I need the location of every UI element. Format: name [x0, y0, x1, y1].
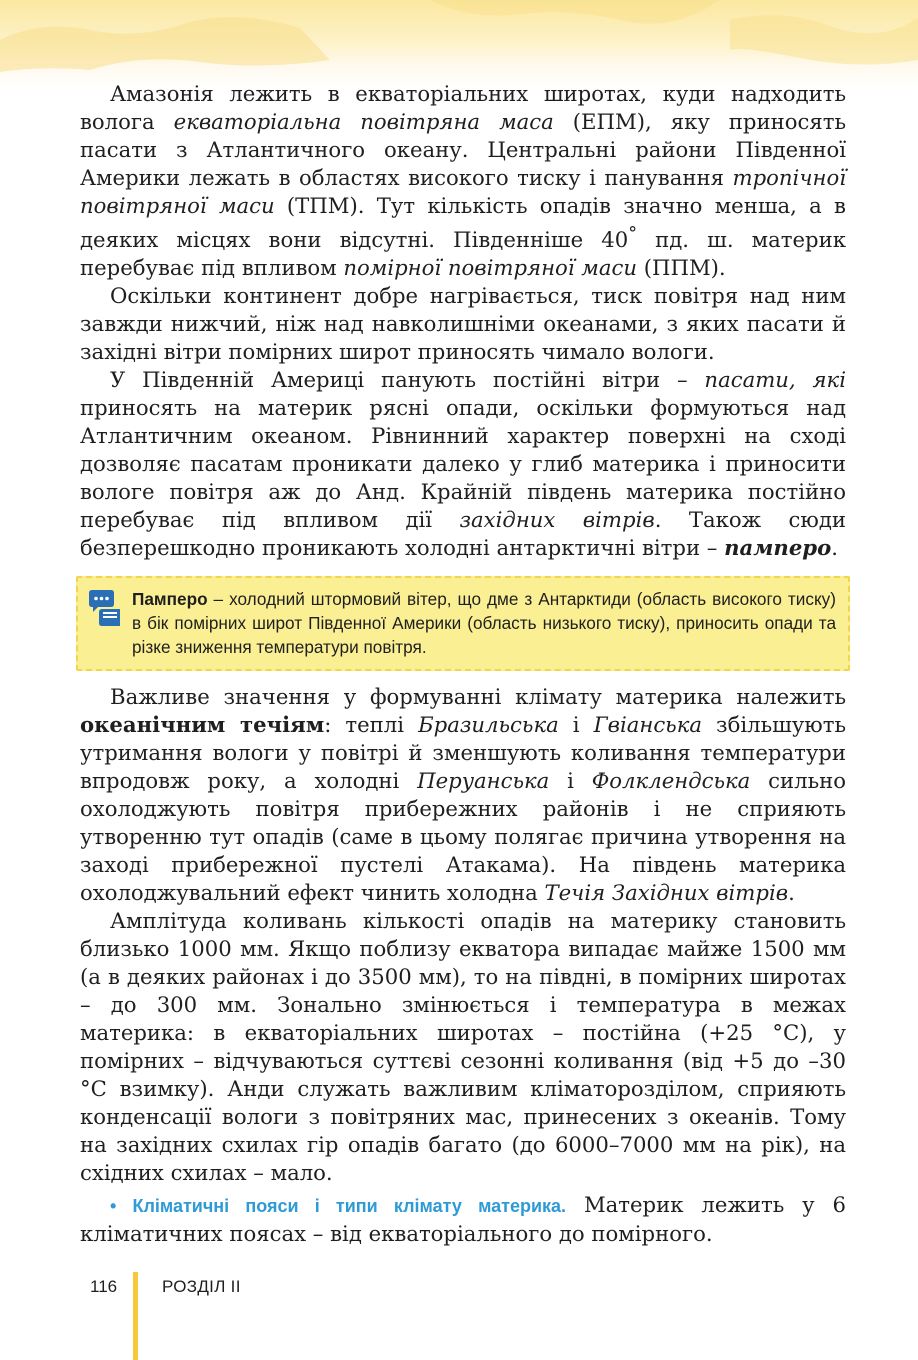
speech-bubble-book-icon: [86, 588, 122, 634]
paragraph-3: У Південній Америці панують постійні вітри – пасати, які приносять на материк рясні опади, оскільки формуються над Атлантичним океаном. Рівнинний характер поверхні на сході дозволяє пасатам проникати далеко у глиб материка і приносити вологе повітря аж до Анд. Крайній південь материка постійно перебуває під впливом дії західних вітрів. Також сюди безперешкодно проникають холодні антарктичні вітри – памперо.: [80, 367, 847, 561]
paragraph-4: Важливе значення у формуванні клімату материка належить океанічним течіям: теплі Бразильська і Гвіанська збільшують утримання вологи у повітрі й зменшують коливання температури впродовж року, а холодні Перуанська і Фолклендська сильно охолоджують повітря прибережних районів і не сприяють утворенню тут опадів (саме в цьому полягає причина утворення на заході прибережної пустелі Атакама). На південь материка охолоджувальний ефект чинить холодна Течія Західних вітрів.: [80, 684, 846, 906]
section-title: РОЗДІЛ II: [162, 1277, 241, 1296]
paragraph-2: Оскільки континент добре нагрівається, тиск повітря над ним завжди нижчий, ніж над навколишніми океанами, з яких пасати й західні вітри помірних широт приносять чимало вологи.: [80, 283, 846, 365]
page-number: 116: [90, 1277, 118, 1296]
world-map-decoration: [0, 0, 918, 90]
paragraph-5: Амплітуда коливань кількості опадів на материку становить близько 1000 мм. Якщо поблизу екватора випадає майже 1500 мм (а в деяких районах і до 3500 мм), то на півдні, в помірних широтах – до 300 мм. Зонально змінюється і температура в межах материка: в екваторіальних широтах – постійна (+25 °С), у помірних – відчуваються суттєві сезонні коливання (від +5 до –30 °С взимку). Анди служать важливим кліматорозділом, сприяють конденсації вологи з повітряних мас, принесених з океанів. Тому на західних схилах гір опадів багато (до 6000–7000 мм на рік), на східних схилах – мало.: [80, 908, 846, 1186]
callout-text: – холодний штормовий вітер, що дме з Антарктиди (область високого тиску) в бік помірних широт Південної Америки (область низького тиску), приносить опади та різке зниження температури повітря.: [132, 589, 836, 658]
paragraph-1: Амазонія лежить в екваторіальних широтах, куди надходить волога екваторіальна повітряна маса (ЕПМ), яку приносять пасати з Атлантичного океану. Центральні райони Південної Америки лежать в областях високого тиску і панування тропічної повітряної маси (ТПМ). Тут кількість опадів значно менша, а в деяких місцях вони відсутні. Південніше 40° пд. ш. материк перебуває під впливом помірної повітряної маси (ППМ).: [80, 81, 846, 281]
section-heading: • Кліматичні пояси і типи клімату материка.: [110, 1196, 567, 1217]
footer-divider: [133, 1272, 138, 1360]
definition-callout: [76, 576, 850, 671]
main-text: [80, 80, 846, 1248]
callout-term: Памперо: [132, 589, 208, 610]
paragraph-6: • Кліматичні пояси і типи клімату материка. Материк лежить у 6 кліматичних поясах – від екваторіального до помірного.: [80, 1192, 846, 1247]
top-decorative-band: [0, 0, 918, 90]
